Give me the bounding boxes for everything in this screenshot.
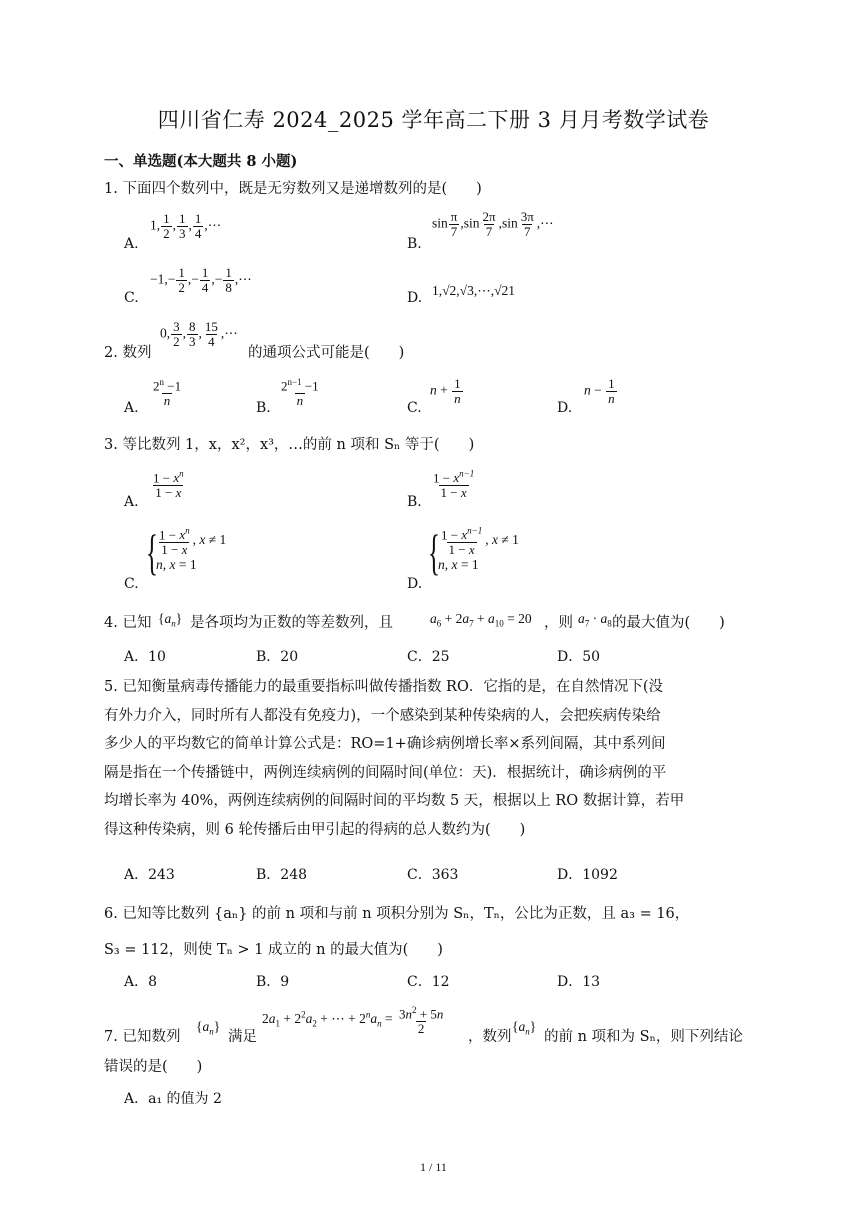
question-4-mid: 是各项均为正数的等差数列，且: [190, 615, 393, 631]
q4-product-math: $a_7 \cdot a_8$: [578, 611, 612, 629]
q5-line-6: 得这种传染病，则 6 轮传播后由甲引起的得病的总人数约为( ): [104, 821, 526, 838]
q7-seq-math: $\{a_n\}$: [196, 1019, 221, 1037]
question-4-mid2: ，则: [544, 615, 573, 631]
q2-option-a-math: $\frac{2^n -1}{n}$: [153, 377, 182, 409]
q4-option-d: D．50: [557, 649, 601, 665]
q5-option-a: A．243: [124, 867, 175, 883]
q1-option-d-math: 1,√2,√3,⋯,√21: [432, 283, 515, 298]
q3-option-d-math: $\frac{1 - x^{n-1}}{1 - x}$ , x ≠ 1 n, x = 1: [438, 526, 519, 573]
q5-line-5: 均增长率为 40%，两例连续病例的间隔时间的平均数 5 天，根据以上 RO 数据计算，若甲: [104, 793, 685, 809]
q5-option-c: C．363: [407, 867, 459, 883]
q5-line-2: 有外力介入，同时所有人都没有免疫力)，一个感染到某种传染病的人，会把疾病传染给: [104, 707, 661, 724]
q2-option-d-math: n − $\frac{1}{n}$: [584, 376, 615, 406]
q2-option-c-math: n + $\frac{1}{n}$: [430, 376, 461, 406]
q4-option-a: A．10: [124, 649, 166, 665]
q7-condition-math: $2a_1 + 2^2a_2$ + ⋯ + $2^na_n$ = $\frac{3n^2 + 5n}{2}$: [262, 1005, 444, 1037]
q6-option-c: C．12: [407, 974, 450, 990]
q5-line-1: 5. 已知衡量病毒传播能力的最重要指标叫做传播指数 RO．它指的是，在自然情况下(没: [104, 679, 664, 695]
q6-option-a: A．8: [124, 974, 158, 990]
q1-option-c-label: C.: [124, 290, 139, 306]
q1-option-c-math: −1,− $\frac{1}{2}$ ,− $\frac{1}{4}$ ,− $\frac{1}{8}$ ,⋯: [150, 265, 252, 295]
q1-option-b-label: B.: [407, 236, 422, 252]
q2-option-a-label: A.: [124, 400, 139, 416]
question-2-pre: 2. 数列: [104, 345, 152, 361]
question-6-line-1: 6. 已知等比数列 {aₙ} 的前 n 项和与前 n 项积分别为 Sₙ，Tₙ，公比为正数，且 a₃ = 16，: [104, 906, 690, 922]
section-heading: 一、单选题(本大题共 8 小题): [104, 153, 298, 170]
question-6-line-2: S₃ = 112，则使 Tₙ > 1 成立的 n 的最大值为( ): [104, 942, 443, 958]
question-2-post: 的通项公式可能是( ): [248, 345, 405, 361]
q1-option-d-label: D.: [407, 290, 423, 306]
question-3-stem: 3. 等比数列 1，x，x²，x³，…的前 n 项和 Sₙ 等于( ): [104, 437, 475, 453]
q7-seq2-math: $\{a_n\}$: [512, 1019, 537, 1037]
q3-d-brace: {: [428, 524, 440, 580]
q2-option-d-label: D.: [557, 400, 573, 416]
q4-option-b: B．20: [256, 649, 299, 665]
q5-line-4: 隔是指在一个传播链中，两例连续病例的间隔时间(单位：天)．根据统计，确诊病例的平: [104, 764, 667, 781]
page-title: 四川省仁寿 2024_2025 学年高二下册 3 月月考数学试卷: [157, 108, 710, 132]
q5-line-3: 多少人的平均数它的简单计算公式是：RO=1+确诊病例增长率×系列间隔，其中系列间: [104, 736, 666, 752]
q3-option-c-label: C.: [124, 576, 139, 592]
question-7-post: 的前 n 项和为 Sₙ，则下列结论: [544, 1029, 743, 1045]
question-7-pre: 7. 已知数列: [104, 1029, 181, 1045]
question-7-mid2: ，数列: [468, 1029, 512, 1045]
question-4-pre: 4. 已知: [104, 615, 152, 631]
q7-option-a: A．a₁ 的值为 2: [124, 1091, 222, 1107]
q3-option-a-math: $\frac{1 - x^n}{1 - x}$: [153, 469, 184, 501]
q4-seq-math: $\{a_n\}$: [158, 611, 183, 629]
q6-option-d: D．13: [557, 974, 601, 990]
q2-option-b-math: $\frac{2^{n-1} -1}{n}$: [281, 377, 319, 409]
q1-option-b-math: sin $\frac{\pi}{7}$ ,sin $\frac{2\pi}{7}$ ,sin $\frac{3\pi}{7}$ ,⋯: [432, 209, 554, 239]
q2-option-b-label: B.: [256, 400, 271, 416]
q3-option-b-label: B.: [407, 494, 422, 510]
question-1-stem: 1. 下面四个数列中，既是无穷数列又是递增数列的是( ): [104, 181, 482, 197]
q4-option-c: C．25: [407, 649, 450, 665]
q1-option-a-math: 1, $\frac{1}{2}$ , $\frac{1}{3}$ , $\frac{1}{4}$ ,⋯: [150, 211, 222, 241]
q4-condition-math: $a_6 + 2a_7 + a_{10} = 20$: [430, 611, 532, 629]
q3-option-a-label: A.: [124, 494, 139, 510]
q3-option-b-math: $\frac{1 - x^{n-1}}{1 - x}$: [433, 469, 475, 501]
q3-option-c-math: $\frac{1 - x^n}{1 - x}$ , x ≠ 1 n, x = 1: [156, 526, 227, 573]
q3-option-d-label: D.: [407, 576, 423, 592]
question-7-mid: 满足: [228, 1029, 257, 1045]
question-5-body: [104, 673, 764, 844]
q2-sequence-math: 0, $\frac{3}{2}$ , $\frac{8}{3}$ , $\frac{15}{4}$ ,⋯: [160, 319, 238, 349]
q2-option-c-label: C.: [407, 400, 422, 416]
page-number: 1 / 11: [420, 1160, 447, 1174]
question-4-post: 的最大值为( ): [612, 615, 725, 631]
q5-option-d: D．1092: [557, 867, 618, 883]
q3-c-brace: {: [146, 524, 158, 580]
question-7-line-2: 错误的是( ): [104, 1059, 203, 1075]
q5-option-b: B．248: [256, 867, 308, 883]
q1-option-a-label: A.: [124, 236, 139, 252]
q6-option-b: B．9: [256, 974, 290, 990]
